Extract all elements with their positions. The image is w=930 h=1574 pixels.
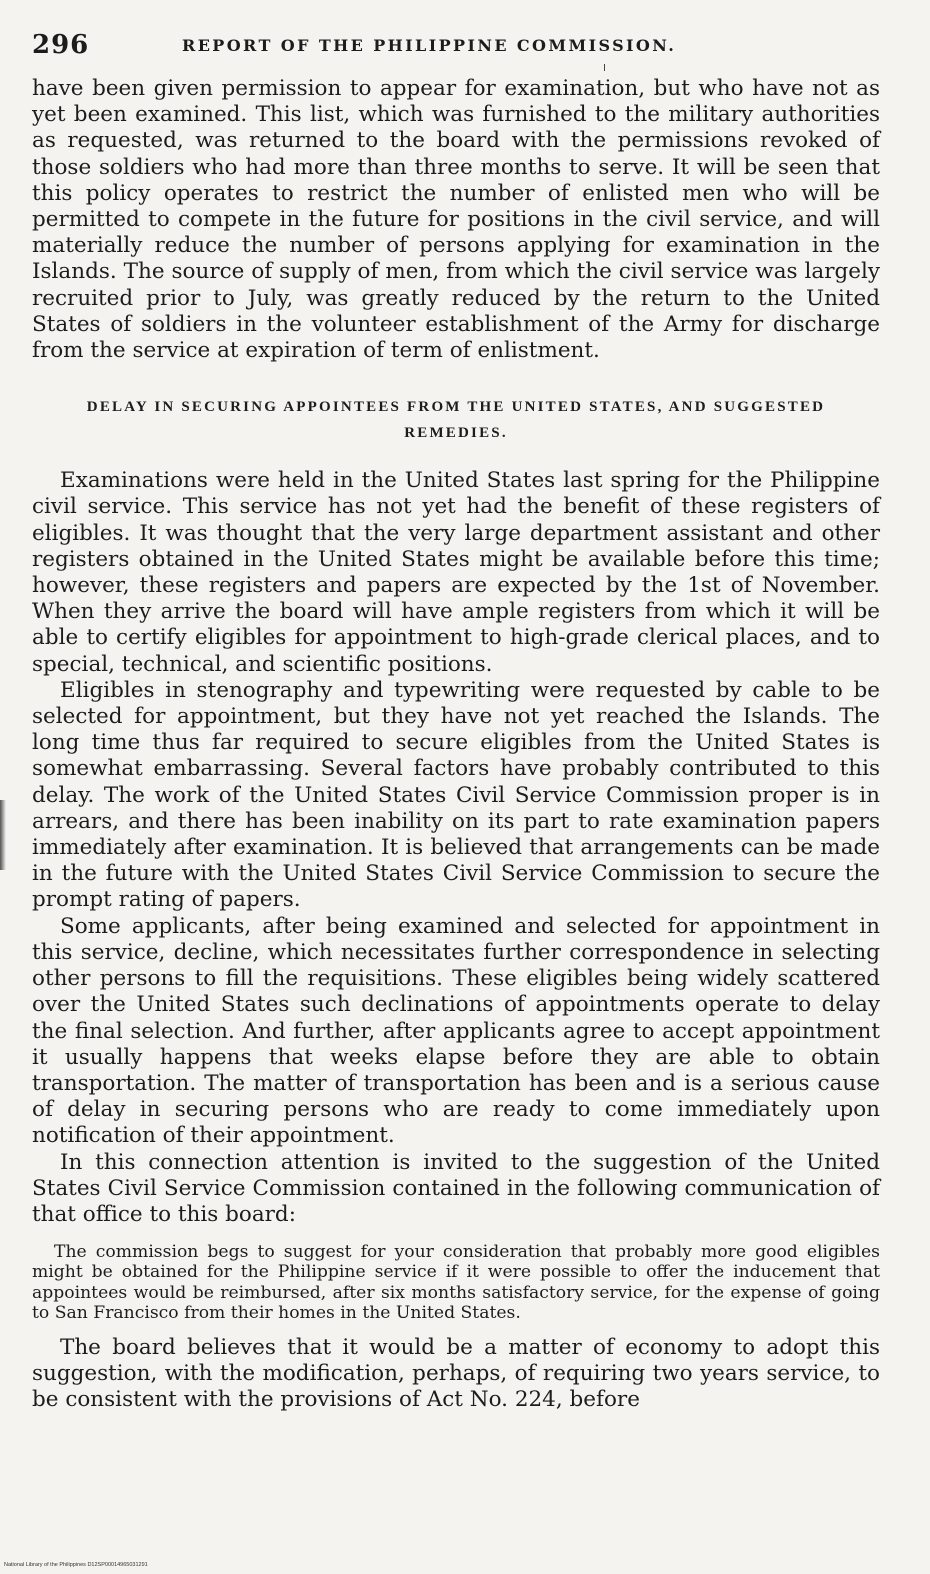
paragraph-examinations: Examinations were held in the United States last spring for the Philippine civil service. This service has not yet had the benefit of these registers of eligibles. It was thought that the very large department assistant and other registers obtained in the United States might be available before this time; however, these registers and papers are expected by the 1st of November. When they arrive the board will have ample registers from which it will be able to certify eligibles for appointment to high-grade clerical places, and to special, technical, and scientific positions. [32, 468, 880, 677]
print-speck [604, 64, 605, 71]
page-number: 296 [32, 30, 90, 60]
body-text [32, 76, 880, 1414]
library-stamp: National Library of the Philippines D12SP00014965031291 [4, 1562, 148, 1568]
paragraph-connection: In this connection attention is invited to the suggestion of the United States Civil Service Commission contained in the following communication of that office to this board: [32, 1149, 880, 1227]
paragraph-board-believes: The board believes that it would be a matter of economy to adopt this suggestion, with the modification, perhaps, of requiring two years service, to be consistent with the provisions of Act No. 224, before [32, 1334, 880, 1413]
paragraph-stenography: Eligibles in stenography and typewriting were requested by cable to be selected for appointment, but they have not yet reached the Islands. The long time thus far required to secure eligibles from the United States is somewhat embarrassing. Several factors have probably contributed to this delay. The work of the United States Civil Service Commission proper is in arrears, and there has been inability on its part to rate examination papers immediately after examination. It is believed that arrangements can be made in the future with the United States Civil Service Commission to secure the prompt rating of papers. [32, 677, 880, 913]
scan-edge-shadow [0, 800, 6, 870]
running-head [32, 30, 882, 62]
paragraph-applicants: Some applicants, after being examined and selected for appointment in this service, decline, which necessitates further correspondence in selecting other persons to fill the requisitions. These eligibles being widely scattered over the United States such declinations of appointments operate to delay the final selection. And further, after applicants agree to accept appointment it usually happens that weeks elapse before they are able to obtain transportation. The matter of transportation has been and is a serious cause of delay in securing persons who are ready to come immediately upon notification of their appointment. [32, 913, 880, 1149]
paragraph-continuation: have been given permission to appear for examination, but who have not as yet been examined. This list, which was furnished to the military authorities as requested, was returned to the board with the permissions revoked of those soldiers who had more than three months to serve. It will be seen that this policy operates to restrict the number of enlisted men who will be permitted to compete in the future for positions in the civil service, and will materially reduce the number of persons applying for examination in the Islands. The source of supply of men, from which the civil service was largely recruited prior to July, was greatly reduced by the return to the United States of soldiers in the volunteer establishment of the Army for discharge from the service at expiration of term of enlistment. [32, 76, 880, 364]
section-heading: DELAY IN SECURING APPOINTEES FROM THE UNITED STATES, AND SUGGESTED REMEDIES. [86, 399, 826, 442]
block-quote: The commission begs to suggest for your consideration that probably more good eligibles might be obtained for the Philippine service if it were possible to offer the inducement that appointees would be reimbursed, after six months satisfactory service, for the expense of going to San Francisco from their homes in the United States. [32, 1242, 880, 1323]
running-title: REPORT OF THE PHILIPPINE COMMISSION. [182, 36, 677, 55]
